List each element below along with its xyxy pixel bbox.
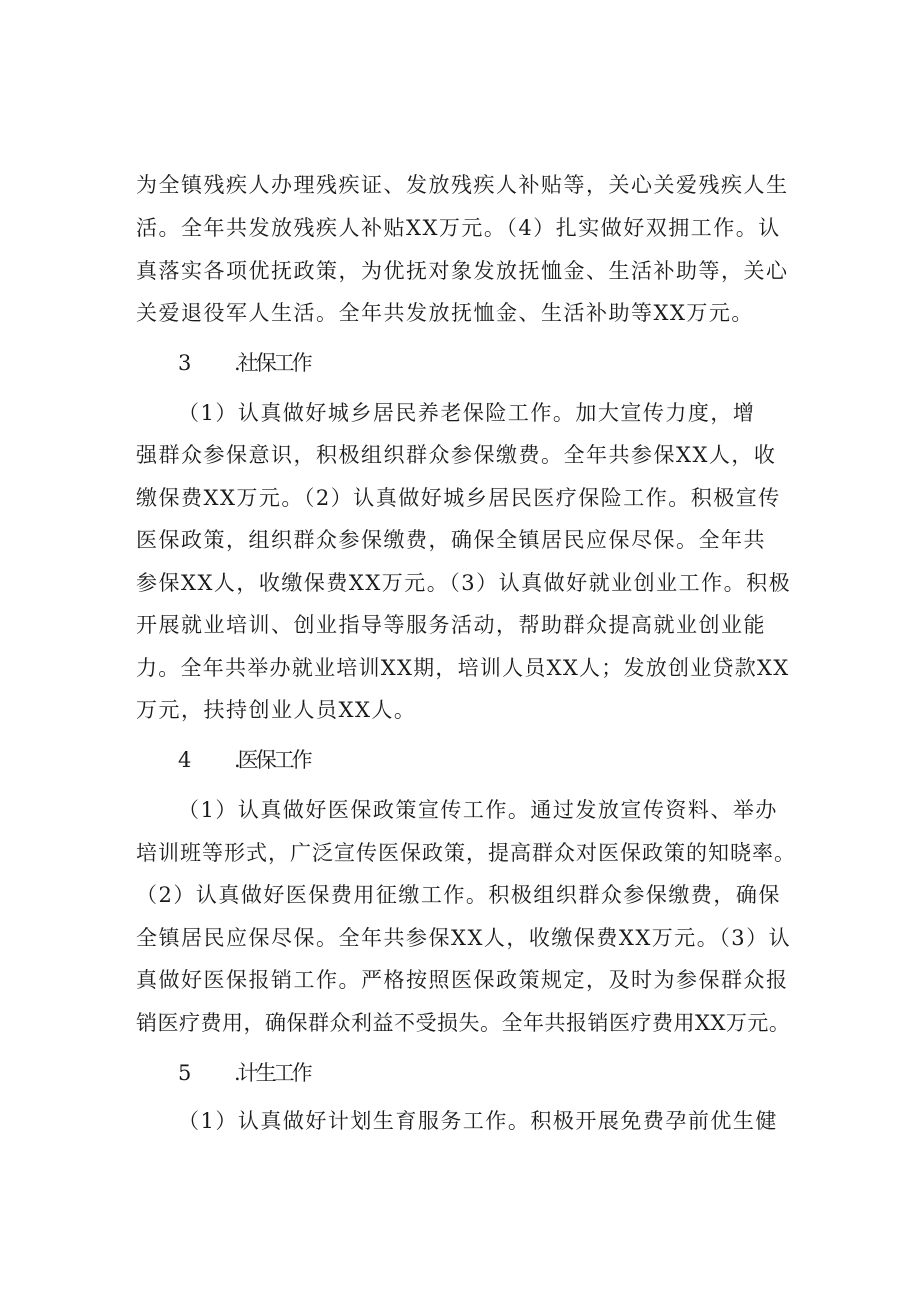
body-line: 缴保费XX万元。（2）认真做好城乡居民医疗保险工作。积极宣传 (136, 486, 781, 510)
body-line: 全镇居民应保尽保。全年共参保XX人，收缴保费XX万元。（3）认 (136, 926, 792, 950)
body-line: 关爱退役军人生活。全年共发放抚恤金、生活补助等XX万元。 (136, 301, 754, 325)
section-number: 4 (178, 748, 189, 772)
body-line: 开展就业培训、创业指导等服务活动，帮助群众提高就业创业能 (136, 613, 766, 637)
section-number: 5 (178, 1061, 189, 1085)
section-title: .计生工作 (234, 1061, 310, 1085)
body-line: 销医疗费用，确保群众利益不受损失。全年共报销医疗费用XX万元。 (136, 1011, 791, 1035)
body-line: 万元，扶持创业人员XX人。 (136, 698, 417, 722)
body-line: 真落实各项优抚政策，为优抚对象发放抚恤金、生活补助等，关心 (136, 259, 789, 283)
section-heading-social-security (178, 348, 838, 378)
section-title: .医保工作 (234, 748, 310, 772)
section-number: 3 (178, 351, 189, 375)
body-line: 强群众参保意识，积极组织群众参保缴费。全年共参保XX人，收 (136, 443, 777, 467)
body-line: 真做好医保报销工作。严格按照医保政策规定，及时为参保群众报 (136, 968, 789, 992)
body-line: 活。全年共发放残疾人补贴XX万元。（4）扎实做好双拥工作。认 (136, 216, 781, 240)
section-heading-family-planning (178, 1058, 838, 1088)
body-line: （1）认真做好医保政策宣传工作。通过发放宣传资料、举办 (178, 798, 778, 822)
body-line: 参保XX人，收缴保费XX万元。（3）认真做好就业创业工作。积极 (136, 571, 792, 595)
body-line: （1）认真做好城乡居民养老保险工作。加大宣传力度，增 (178, 401, 756, 425)
section-title: .社保工作 (234, 351, 310, 375)
section-heading-medical-insurance (178, 745, 838, 775)
body-line: 培训班等形式，广泛宣传医保政策，提高群众对医保政策的知晓率。 (136, 841, 796, 865)
body-line: （1）认真做好计划生育服务工作。积极开展免费孕前优生健 (178, 1109, 778, 1133)
body-line: （2）认真做好医保费用征缴工作。积极组织群众参保缴费，确保 (136, 883, 781, 907)
body-line: 为全镇残疾人办理残疾证、发放残疾人补贴等，关心关爱残疾人生 (136, 173, 789, 197)
body-line: 力。全年共举办就业培训XX期，培训人员XX人；发放创业贷款XX (136, 656, 790, 680)
body-line: 医保政策，组织群众参保缴费，确保全镇居民应保尽保。全年共 (136, 528, 766, 552)
